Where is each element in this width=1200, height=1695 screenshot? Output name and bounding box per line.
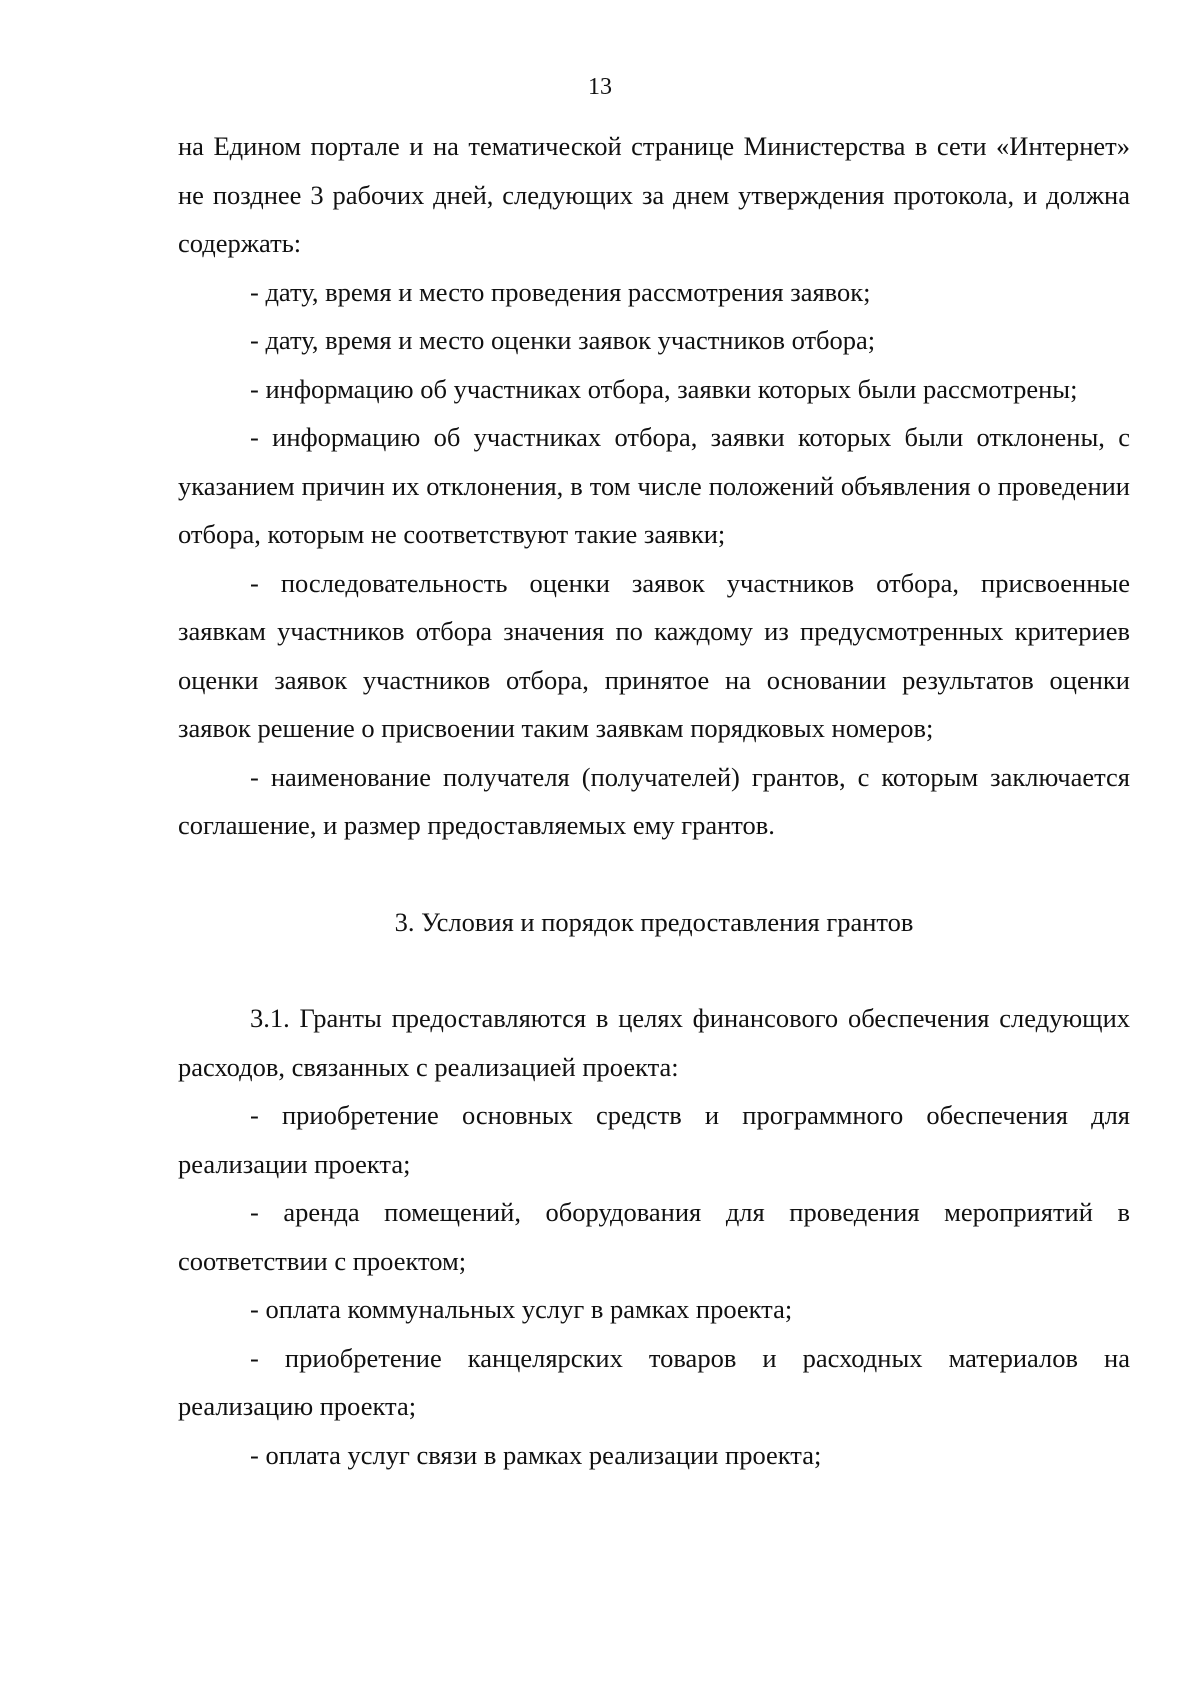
list-item: - информацию об участниках отбора, заявки которых были рассмотрены; <box>250 373 1078 404</box>
list-item: - дату, время и место проведения рассмотрения заявок; <box>250 276 871 307</box>
document-body <box>178 122 1130 1479</box>
section-heading: 3. Условия и порядок предоставления грантов <box>394 906 914 937</box>
list-item: - оплата коммунальных услуг в рамках проекта; <box>250 1294 793 1324</box>
list-item: - информацию об участниках отбора, заявки которых были отклонены, с указанием причин их отклонения, в том числе положений объявления о проведении отбора, которым не соответствуют такие заявки; <box>178 422 1130 549</box>
list-item: - оплата услуг связи в рамках реализации проекта; <box>250 1439 822 1470</box>
list-item: - дату, время и место оценки заявок участников отбора; <box>250 325 876 355</box>
list-item: - наименование получателя (получателей) грантов, с которым заключается соглашение, и размер предоставляемых ему грантов. <box>178 761 1130 840</box>
list-item: - приобретение канцелярских товаров и расходных материалов на реализацию проекта; <box>178 1342 1130 1421</box>
page-number: 13 <box>588 74 612 100</box>
list-item: - приобретение основных средств и программного обеспечения для реализации проекта; <box>178 1100 1130 1179</box>
list-item: - аренда помещений, оборудования для проведения мероприятий в соответствии с проектом; <box>178 1197 1130 1276</box>
intro-paragraph: на Едином портале и на тематической странице Министерства в сети «Интернет» не позднее 3 рабочих дней, следующих за днем утверждения протокола, и должна содержать: <box>178 131 1130 258</box>
list-item: - последовательность оценки заявок участников отбора, присвоенные заявкам участников отбора значения по каждому из предусмотренных критериев оценки заявок участников отбора, принятое на основании результатов оценки заявок решение о присвоении таким заявкам порядковых номеров; <box>178 567 1130 743</box>
clause-paragraph: 3.1. Гранты предоставляются в целях финансового обеспечения следующих расходов, связанных с реализацией проекта: <box>178 1003 1130 1082</box>
